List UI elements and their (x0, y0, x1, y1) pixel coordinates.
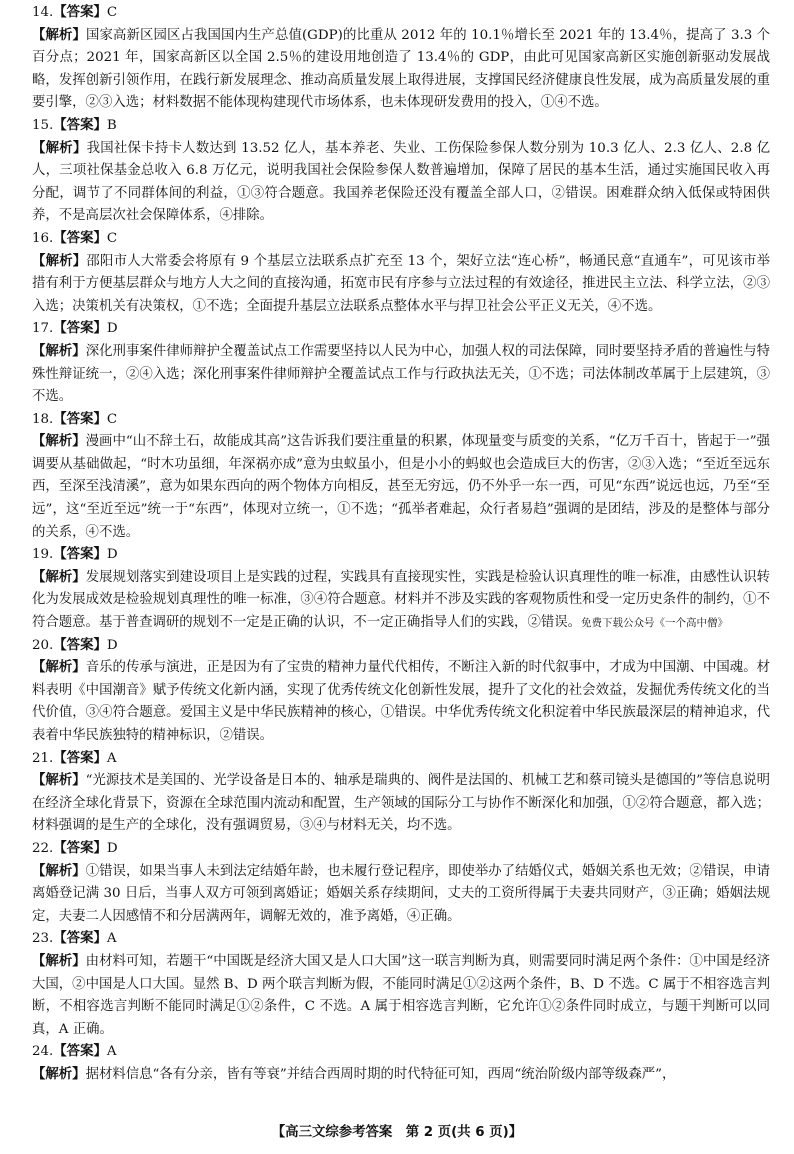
item-number: 14. (32, 5, 54, 20)
explanation (32, 341, 770, 409)
item-15 (32, 115, 770, 228)
answer-label: 【答案】 (53, 547, 107, 563)
item-number: 19. (32, 547, 54, 563)
item-21 (32, 748, 770, 838)
answer-label: 【答案】 (53, 117, 107, 133)
answer-value: D (106, 840, 118, 856)
explanation-label: 【解析】 (32, 253, 87, 269)
explanation-text: 我国社保卡持卡人数达到 13.52 亿人，基本养老、失业、工伤保险参保人数分别为 10.3 亿人、2.3 亿人、2.8 亿人，三项社保基金总收入 6.8 万亿元，说明我国社会保险参保人数普遍增加，保障了居民的基本生活，通过实施国民收入再分配，调节了不同群体间的利益，①③符合题意。我国养老保险还没有覆盖全部人口，②错误。困难群众纳入低保或特困供养，不是高层次社会保障体系，④排除。 (32, 140, 771, 224)
item-number: 17. (32, 321, 54, 337)
answer-label: 【答案】 (53, 750, 107, 766)
explanation-text: “光源技术是美国的、光学设备是日本的、轴承是瑞典的、阀件是法国的、机械工艺和蔡司镜头是德国的”等信息说明在经济全球化背景下，资源在全球范围内流动和配置，生产领域的国际分工与协作不断深化和加强，①②符合题意，都入选；材料强调的是生产的全球化，没有强调贸易，③④与材料无关，均不选。 (32, 773, 770, 834)
explanation-text: 漫画中“山不辞土石，故能成其高”这告诉我们要注重量的积累，体现量变与质变的关系，“亿万千百十，皆起于一”强调要从基础做起，“时木功虽细，年深祸亦成”意为虫蚁虽小，但是小小的蚂蚁也会造成巨大的伤害，②③入选；“至近至远东西，至深至浅清溪”，意为如果东西向的两个物体方向相反，甚至无穷远，仍不外乎一东一西，可见“东西”说远也远，乃至“至远”，这“至近至远”统一于“东西”，体现对立统一，①不选；“孤举者难起，众行者易趋”强调的是团结，涉及的是整体与部分的关系，④不选。 (32, 434, 771, 540)
explanation-label: 【解析】 (32, 863, 86, 879)
explanation (32, 25, 770, 115)
item-14 (32, 2, 770, 115)
explanation-label: 【解析】 (32, 660, 86, 676)
item-23 (32, 928, 770, 1041)
item-19 (32, 544, 770, 634)
explanation-label: 【解析】 (32, 773, 86, 789)
item-number: 15. (32, 117, 54, 133)
explanation-label: 【解析】 (32, 434, 86, 450)
item-16 (32, 228, 770, 318)
answer-label: 【答案】 (53, 840, 107, 856)
answer-line (32, 115, 770, 138)
answer-value: A (106, 1044, 117, 1060)
answer-line (32, 635, 770, 658)
promo-note: 免费下载公众号《一个高中僧》 (581, 617, 729, 630)
item-17 (32, 318, 770, 408)
explanation-label: 【解析】 (32, 343, 86, 359)
explanation-text: ①错误，如果当事人未到法定结婚年龄，也未履行登记程序，即使举办了结婚仪式，婚姻关系也无效；②错误，申请离婚登记满 30 日后，当事人双方可领到离婚证；婚姻关系存续期间，丈夫的工资所得属于夫妻共同财产，③正确；婚姻法规定，夫妻二人因感情不和分居满两年，调解无效的，准予离婚，④正确。 (32, 863, 771, 924)
answer-label: 【答案】 (53, 230, 107, 246)
item-number: 18. (32, 411, 54, 427)
explanation-text: 音乐的传承与演进，正是因为有了宝贵的精神力量代代相传，不断注入新的时代叙事中，才成为中国潮、中国魂。材料表明《中国潮音》赋予传统文化新内涵，实现了优秀传统文化创新性发展，提升了文化的社会效益，发掘优秀传统文化的当代价值，③④符合题意。爱国主义是中华民族精神的核心，①错误。中华优秀传统文化积淀着中华民族最深层的精神追求，代表着中华民族独特的精神标识，②错误。 (32, 660, 771, 743)
item-number: 23. (32, 931, 54, 947)
answer-label: 【答案】 (53, 411, 107, 427)
answer-value: B (106, 117, 117, 133)
answer-value: D (106, 637, 118, 653)
answer-line (32, 928, 770, 951)
explanation-label: 【解析】 (32, 140, 87, 156)
answer-line (32, 2, 770, 25)
answer-value: C (106, 230, 118, 246)
item-24 (32, 1041, 770, 1086)
item-18 (32, 409, 770, 545)
explanation (32, 567, 770, 635)
answer-label: 【答案】 (53, 5, 107, 20)
explanation (32, 431, 770, 544)
explanation (32, 951, 770, 1041)
answer-label: 【答案】 (53, 321, 107, 337)
explanation-text: 邵阳市人大常委会将原有 9 个基层立法联系点扩充至 13 个，架好立法“连心桥”，畅通民意“直通车”，可见该市举措有利于方便基层群众与地方人大之间的直接沟通，拓宽市民有序参与立法过程的有效途径，推进民主立法、科学立法，②③入选；决策机关有决策权，①不选；全面提升基层立法联系点整体水平与捍卫社会公平正义无关，④不选。 (32, 253, 771, 314)
item-number: 16. (32, 230, 54, 246)
answer-value: A (106, 750, 117, 766)
answer-line (32, 409, 770, 432)
answer-line (32, 318, 770, 341)
explanation-label: 【解析】 (32, 953, 86, 969)
answer-line (32, 838, 770, 861)
page-footer: 【高三文综参考答案 第 2 页(共 6 页)】 (271, 1125, 523, 1140)
answer-value: A (106, 931, 117, 947)
answer-value: D (106, 547, 118, 563)
item-number: 22. (32, 840, 54, 856)
explanation (32, 770, 770, 838)
answer-value: D (106, 321, 118, 337)
explanation-text: 据材料信息“各有分亲，皆有等衰”并结合西周时期的时代特征可知，西周“统治阶级内部等级森严”， (85, 1066, 676, 1082)
explanation (32, 251, 770, 319)
answer-value: C (106, 5, 118, 20)
explanation-label: 【解析】 (32, 27, 86, 43)
explanation-text: 深化刑事案件律师辩护全覆盖试点工作需要坚持以人民为中心，加强人权的司法保障，同时要坚持矛盾的普遍性与特殊性辩证统一，②④入选；深化刑事案件律师辩护全覆盖试点工作与行政执法无关，①不选；司法体制改革属于上层建筑，③不选。 (32, 343, 771, 405)
explanation-text: 发展规划落实到建设项目上是实践的过程，实践具有直接现实性，实践是检验认识真理性的唯一标准，由感性认识转化为发展成效是检验规划真理性的唯一标准，③④符合题意。材料并不涉及实践的客观物质性和受一定历史条件的制约，①不符合题意。基于普查调研的规划不一定是正确的认识，不一定正确指导人们的实践，②错误。 (32, 569, 771, 631)
item-number: 20. (32, 637, 54, 653)
explanation-label: 【解析】 (32, 1066, 86, 1082)
explanation-label: 【解析】 (32, 569, 86, 585)
answer-page (32, 2, 770, 1087)
answer-label: 【答案】 (53, 931, 107, 947)
item-20 (32, 635, 770, 748)
answer-line (32, 544, 770, 567)
item-22 (32, 838, 770, 928)
explanation (32, 138, 770, 228)
explanation-text: 由材料可知，若题干“中国既是经济大国又是人口大国”这一联言判断为真，则需要同时满足两个条件：①中国是经济大国，②中国是人口大国。显然 B、D 两个联言判断为假，不能同时满足①②这两个条件，B、D 不选。C 属于不相容选言判断，不相容选言判断不能同时满足①②条件，C 不选。A 属于相容选言判断，它允许①②条件同时成立，与题干判断可以同真，A 正确。 (32, 953, 770, 1037)
answer-label: 【答案】 (53, 1044, 107, 1060)
answer-line (32, 748, 770, 771)
explanation-text: 国家高新区园区占我国国内生产总值(GDP)的比重从 2012 年的 10.1％增长至 2021 年的 13.4％，提高了 3.3 个百分点；2021 年，国家高新区以全国 2.5％的建设用地创造了 13.4％的 GDP，由此可见国家高新区实施创新驱动发展战略，发挥创新引领作用，在践行新发展理念、推动高质量发展上取得进展，支撑国民经济健康良性发展，成为高质量发展的重要引擎，②③入选；材料数据不能体现构建现代市场体系，也未体现研发费用的投入，①④不选。 (32, 27, 771, 111)
item-number: 24. (32, 1044, 54, 1060)
answer-line (32, 228, 770, 251)
answer-value: C (106, 411, 118, 427)
answer-line (32, 1041, 770, 1064)
explanation (32, 1064, 770, 1087)
explanation (32, 657, 770, 747)
explanation (32, 861, 770, 929)
item-number: 21. (32, 750, 54, 766)
answer-label: 【答案】 (53, 637, 107, 653)
